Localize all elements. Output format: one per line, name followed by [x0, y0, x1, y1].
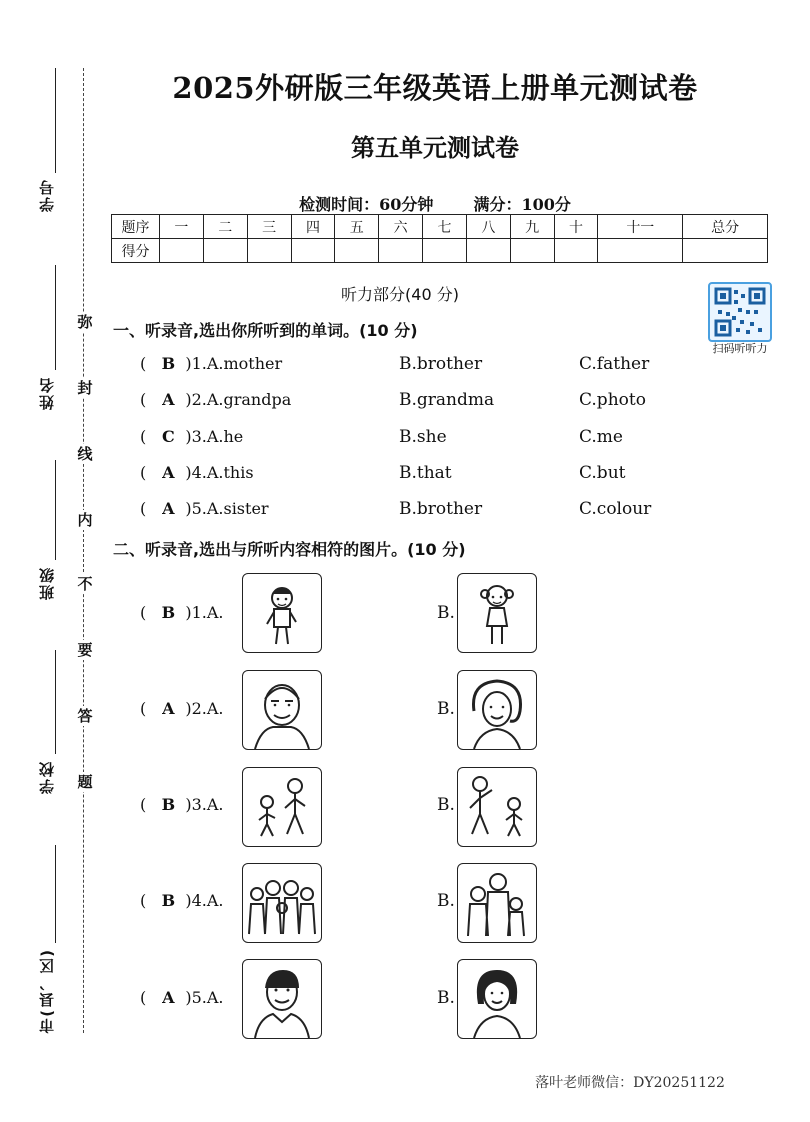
option-a-label: )4.A.	[185, 891, 224, 910]
qr-code-icon[interactable]	[708, 282, 772, 342]
answer-letter: A	[162, 988, 175, 1007]
seal-char: 不	[75, 574, 95, 594]
student-id-label: 学号	[38, 178, 56, 212]
table-row-header: 得分	[112, 239, 160, 263]
class-line[interactable]	[55, 460, 56, 560]
option-c: C.but	[579, 463, 626, 483]
option-a: )5.A.sister	[185, 499, 269, 518]
table-header-cell: 三	[247, 215, 291, 239]
class-label: 班级	[38, 566, 56, 600]
answer-letter: B	[161, 354, 176, 373]
seal-char: 弥	[75, 312, 95, 332]
name-line[interactable]	[55, 265, 56, 370]
list-item: ( A )4.A.this	[140, 463, 254, 482]
list-item: ( B )1.A.	[140, 603, 224, 622]
score-cell[interactable]	[335, 239, 379, 263]
man-portrait-picture[interactable]	[242, 959, 322, 1039]
small-family-picture[interactable]	[457, 863, 537, 943]
seal-dashed-line	[83, 68, 84, 1033]
option-c: C.photo	[579, 390, 646, 410]
option-a: )2.A.grandpa	[185, 390, 292, 409]
seal-char: 线	[75, 444, 95, 464]
list-item: ( B )4.A.	[140, 891, 224, 910]
table-header-cell: 题序	[112, 215, 160, 239]
option-b-label: B.	[437, 603, 455, 623]
answer-letter: C	[161, 427, 175, 446]
option-a-label: )2.A.	[185, 699, 224, 718]
table-header-cell: 一	[160, 215, 204, 239]
table-header-cell: 六	[379, 215, 423, 239]
page-title: 2025外研版三年级英语上册单元测试卷	[172, 71, 698, 105]
option-b: B.that	[399, 463, 452, 483]
seal-char: 题	[75, 772, 95, 792]
table-header-cell: 总分	[683, 215, 768, 239]
option-a: )4.A.this	[185, 463, 254, 482]
answer-letter: A	[162, 463, 175, 482]
table-header-cell: 二	[203, 215, 247, 239]
grandpa-picture[interactable]	[242, 670, 322, 750]
qr-caption: 扫码听听力	[712, 342, 768, 355]
city-line[interactable]	[55, 845, 56, 943]
answer-letter: B	[161, 795, 176, 814]
score-cell[interactable]	[160, 239, 204, 263]
score-cell[interactable]	[510, 239, 554, 263]
grandma-picture[interactable]	[457, 670, 537, 750]
exam-info	[100, 192, 770, 215]
option-c: C.father	[579, 354, 650, 374]
list-item: ( A )2.A.	[140, 699, 224, 718]
option-a: )1.A.mother	[185, 354, 283, 373]
option-c: C.colour	[579, 499, 652, 519]
table-header-cell: 七	[423, 215, 467, 239]
score-cell[interactable]	[554, 239, 598, 263]
section1-heading: 一、听录音,选出你所听到的单词。(10 分)	[113, 321, 418, 340]
seal-char: 内	[75, 510, 95, 530]
table-header-cell: 十	[554, 215, 598, 239]
score-cell[interactable]	[203, 239, 247, 263]
table-header-cell: 十一	[598, 215, 683, 239]
option-a-label: )3.A.	[185, 795, 224, 814]
option-a-label: )5.A.	[185, 988, 224, 1007]
option-a-label: )1.A.	[185, 603, 224, 622]
list-item: ( C )3.A.he	[140, 427, 244, 446]
woman-portrait-picture[interactable]	[457, 959, 537, 1039]
score-table-score-row	[112, 239, 768, 263]
option-b-label: B.	[437, 891, 455, 911]
list-item: ( B )3.A.	[140, 795, 224, 814]
option-b: B.she	[399, 427, 447, 447]
list-item: ( A )2.A.grandpa	[140, 390, 292, 409]
answer-letter: A	[162, 699, 175, 718]
footer-contact: 落叶老师微信：DY20251122	[535, 1075, 725, 1091]
table-header-cell: 八	[466, 215, 510, 239]
list-item: ( B )1.A.mother	[140, 354, 283, 373]
boy-standing-picture[interactable]	[242, 573, 322, 653]
score-cell[interactable]	[598, 239, 683, 263]
answer-letter: B	[161, 603, 176, 622]
option-c: C.me	[579, 427, 623, 447]
page-subtitle: 第五单元测试卷	[351, 133, 519, 162]
option-a: )3.A.he	[185, 427, 244, 446]
score-cell[interactable]	[423, 239, 467, 263]
name-label: 姓名	[38, 376, 56, 410]
two-boys-picture[interactable]	[242, 767, 322, 847]
list-item: ( A )5.A.sister	[140, 499, 269, 518]
option-b-label: B.	[437, 795, 455, 815]
exam-full-score: 满分：100分	[473, 195, 571, 214]
school-label: 学校	[38, 760, 56, 794]
man-and-boy-picture[interactable]	[457, 767, 537, 847]
section2-heading: 二、听录音,选出与所听内容相符的图片。(10 分)	[113, 540, 466, 559]
seal-char: 要	[75, 640, 95, 660]
exam-time: 检测时间：60分钟	[299, 195, 434, 214]
score-table-header-row	[112, 215, 768, 239]
seal-char: 封	[75, 378, 95, 398]
student-id-line[interactable]	[55, 68, 56, 173]
score-cell[interactable]	[466, 239, 510, 263]
score-cell[interactable]	[683, 239, 768, 263]
score-cell[interactable]	[247, 239, 291, 263]
option-b: B.brother	[399, 354, 483, 374]
score-table	[111, 214, 768, 263]
listening-section-title: 听力部分(40 分)	[341, 285, 459, 304]
option-b: B.grandma	[399, 390, 495, 410]
option-b: B.brother	[399, 499, 483, 519]
table-header-cell: 四	[291, 215, 335, 239]
score-cell[interactable]	[291, 239, 335, 263]
city-label: 市(县、区)	[38, 948, 56, 1034]
list-item: ( A )5.A.	[140, 988, 224, 1007]
table-header-cell: 九	[510, 215, 554, 239]
girl-standing-picture[interactable]	[457, 573, 537, 653]
big-family-picture[interactable]	[242, 863, 322, 943]
option-b-label: B.	[437, 988, 455, 1008]
seal-char: 答	[75, 706, 95, 726]
table-header-cell: 五	[335, 215, 379, 239]
answer-letter: A	[162, 499, 175, 518]
score-cell[interactable]	[379, 239, 423, 263]
answer-letter: A	[162, 390, 175, 409]
answer-letter: B	[161, 891, 176, 910]
option-b-label: B.	[437, 699, 455, 719]
school-line[interactable]	[55, 650, 56, 754]
